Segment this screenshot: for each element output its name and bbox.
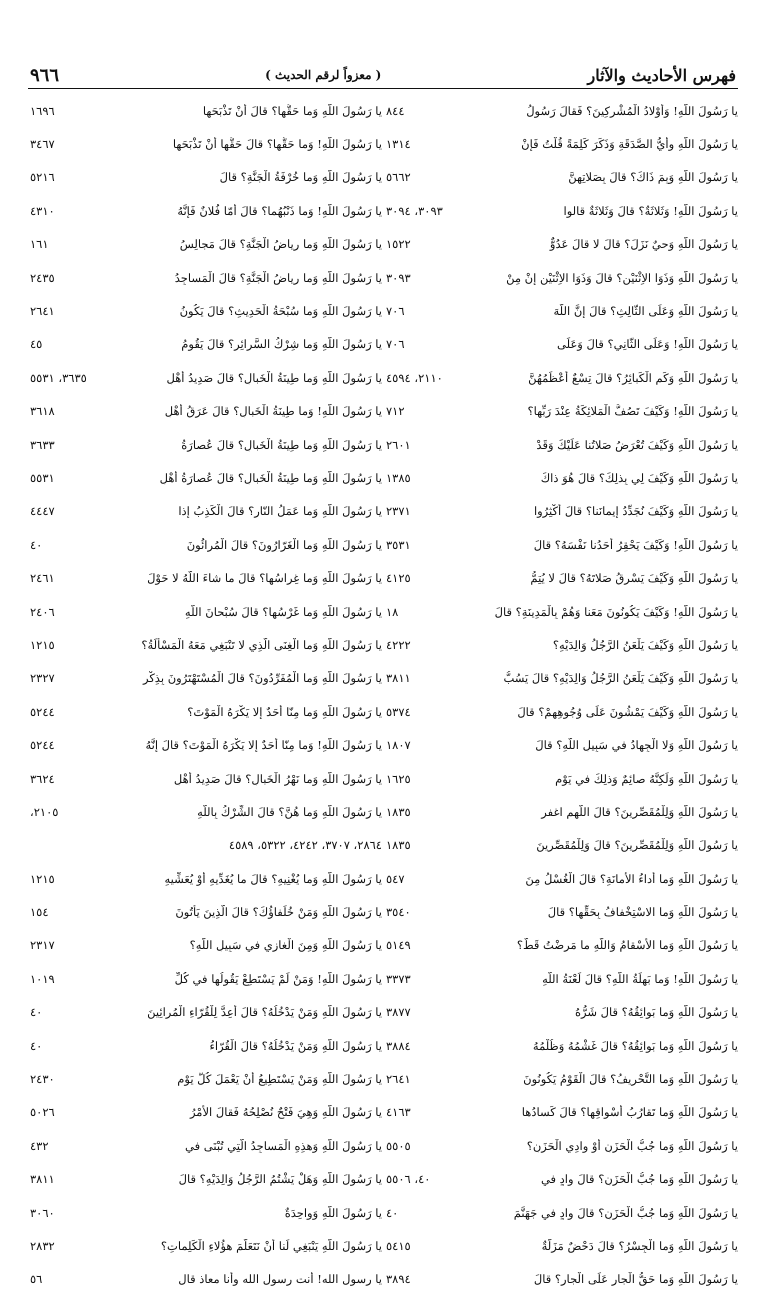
entry-text: يا رَسُولَ اللّهِ وَلِلْمُقَصِّرِينَ؟ قالَ اللّهم اغفر	[541, 804, 738, 819]
entry-text: يا رَسُولَ اللّهِ وَما جُبُّ الْحَزَنِ؟ قالَ وادٍ في	[540, 1172, 738, 1187]
index-entry	[30, 1163, 382, 1196]
entry-text: يا رَسُولَ اللّهِ وَذَوَا الاِثْنَيْنِ؟ قالَ وَذَوَا الاِثْنَيْنِ إِنْ مِنْ	[506, 270, 738, 285]
entry-number: ٤٣٢	[30, 1138, 49, 1153]
entry-number: ٨٤٤	[386, 103, 405, 118]
index-entry	[30, 795, 382, 828]
index-entry	[30, 728, 382, 761]
index-entry	[30, 561, 382, 594]
entry-number: ٥٠٢٦	[30, 1105, 55, 1120]
entry-text: يا رَسُولَ اللّهِ وَلا الْجِهادُ في سَبِيلِ اللّهِ؟ قالَ	[535, 738, 738, 753]
entry-number: ٢٦٠١	[386, 437, 411, 452]
entry-text: يا رَسُولَ اللّهِ وَما رِياضُ الْجَنَّةِ؟ قالَ الْمَساجِدُ	[174, 270, 382, 285]
index-entry	[386, 862, 738, 895]
index-entry	[30, 395, 382, 428]
entry-number: ١٨٣٥	[386, 838, 411, 853]
entry-number: ٤٠	[30, 1038, 43, 1053]
entry-text: يا رَسُولَ اللّهِ! وَما حَقُّها؟ قالَ حَقُّها أَنْ تَذْبَحَها	[172, 137, 382, 152]
entry-text: يا رَسُولَ اللّهِ وَكَمِ الْكَبائِرُ؟ قالَ تِسْعٌ أَعْظَمُهُنَّ	[528, 370, 738, 385]
entry-text: يا رَسُولَ اللّهِ وأَيُّ الصَّدَقَةِ وَذَكَرَ كَلِمَةً قُلْتُ فَإِنْ	[521, 137, 738, 152]
entry-text: يا رَسُولَ اللّهِ وَما نَهْرُ الْخَبالِ؟ قالَ صَدِيدُ أَهْلِ	[173, 771, 382, 786]
entry-number: ٤١٢٥	[386, 571, 411, 586]
entry-number: ٣٥٣١	[386, 537, 411, 552]
entry-number: ٤٥	[30, 337, 43, 352]
index-entry	[386, 461, 738, 494]
entry-number: ٣٨١١	[30, 1172, 55, 1187]
entry-number: ٢٨٣٢	[30, 1238, 55, 1253]
entry-text: يا رَسُولَ اللّهِ وَهَلْ يَشْتُمُ الرَّجُلُ وَالِدَيْهِ؟ قالَ	[178, 1172, 382, 1187]
entry-text: يا رَسُولَ اللّهِ! وَأَوْلادُ الْمُشْرِكِينَ؟ فَقالَ رَسُولُ	[526, 103, 738, 118]
entry-number: ٢٦٤١	[30, 304, 55, 319]
index-entry	[386, 561, 738, 594]
index-entry	[386, 1096, 738, 1129]
index-entry	[30, 1062, 382, 1095]
index-entry	[386, 829, 738, 862]
index-entry	[30, 495, 382, 528]
entry-number: ٥٦	[30, 1272, 43, 1287]
entry-text: يا رَسُولَ اللّهِ! وَمَنْ لَمْ يَسْتَطِعْ يَقُولُها في كُلِّ	[174, 971, 382, 986]
entry-number: ٧٠٦	[386, 337, 405, 352]
entry-number: ٣٦٢٤	[30, 771, 55, 786]
entry-text: يا رَسُولَ اللّهِ وَما طِينَةُ الْخَبالِ؟ قالَ عُصارَةُ	[181, 437, 382, 452]
index-entry	[386, 528, 738, 561]
index-entry	[30, 361, 382, 394]
entry-number: ٣٨٨٤	[386, 1038, 411, 1053]
index-entry	[386, 1129, 738, 1162]
entry-text: يا رَسُولَ اللّهِ وَمَنْ خُلَفاؤُكَ؟ قالَ الَّذِينَ يَأْتُونَ	[175, 905, 382, 920]
entry-text: يا رَسُولَ اللّهِ وَما هُنَّ؟ قالَ الشِّرْكُ بِاللّهِ	[197, 804, 382, 819]
entry-number: ٤٢٢٢	[386, 637, 411, 652]
entry-text: يا رَسُولَ اللّهِ وَما مِنّا أَحَدٌ إِلا يَكْرَهُ الْمَوْتَ؟	[187, 704, 382, 719]
entry-text: يا رَسُولَ اللّهِ وَكَيْفَ يَسْرِقُ صَلاتَهُ؟ قالَ لا يُتِمُّ	[530, 571, 738, 586]
entry-text: يا رَسُولَ اللّهِ وَما الْغَرّارُونَ؟ قالَ الْمُرائُونَ	[186, 537, 382, 552]
index-entry	[30, 127, 382, 160]
index-entry	[386, 962, 738, 995]
entry-number: ٢٣١٧	[30, 938, 55, 953]
index-entry	[386, 261, 738, 294]
index-entry	[386, 395, 738, 428]
index-entry	[30, 194, 382, 227]
entry-text: يا رَسُولَ اللّهِ وَما غِراسُها؟ قالَ ما شاءَ اللّهُ لا حَوْلَ	[147, 571, 382, 586]
index-entry	[30, 1229, 382, 1262]
index-entry	[30, 461, 382, 494]
entry-number: ١٥٢٢	[386, 237, 411, 252]
index-entry	[30, 895, 382, 928]
entry-number: ٤٠	[30, 537, 43, 552]
index-entry	[386, 194, 738, 227]
entry-number: ٥٦٦٢	[386, 170, 411, 185]
entry-number: ٢١٠٥،	[30, 804, 59, 819]
entry-number: ٢٨٦٤، ٣٧٠٧، ٤٢٤٢، ٥٣٢٢، ٤٥٨٩	[228, 838, 382, 853]
entry-number: ٥٤١٥	[386, 1238, 411, 1253]
entry-number: ٤٠	[386, 1205, 399, 1220]
index-entry	[386, 495, 738, 528]
index-entry	[386, 1163, 738, 1196]
entry-text: يا رَسُولَ اللّهِ وَما سُبْحَةُ الْحَدِيثِ؟ قالَ يَكُونُ	[179, 304, 382, 319]
entry-number: ٧٠٦	[386, 304, 405, 319]
entry-text: يا رَسُولَ اللّهِ وَبِمَ ذَاكَ؟ قالَ بِصَلاتِهِنَّ	[568, 170, 738, 185]
entry-number: ٤٤٤٧	[30, 504, 55, 519]
entry-text: يا رَسُولَ اللّهِ وَما أَداءُ الأَمانَةِ؟ قالَ الْغُسْلُ مِنَ	[525, 871, 738, 886]
index-entry	[386, 328, 738, 361]
right-column	[386, 94, 738, 1296]
entry-number: ٥٥٠٥	[386, 1138, 411, 1153]
index-entry	[30, 261, 382, 294]
entry-text: يا رَسُولَ اللّهِ! وَثَلاثَةٌ؟ قالَ وَثَلاثَةٌ قالوا	[563, 203, 738, 218]
entry-text: يا رَسُولَ اللّهِ وَمَنْ يَدْخُلُهُ؟ قالَ الْقُرّاءُ	[209, 1038, 382, 1053]
index-entry	[30, 829, 382, 862]
entry-text: يا رَسُولَ اللّهِ! وَكَيْفَ تَصُفُّ الْمَلائِكَةُ عِنْدَ رَبِّها؟	[527, 404, 738, 419]
entry-text: يا رَسُولَ اللّهِ وَما بَوائِقُهُ؟ قالَ غَشْمُهُ وَظُلْمُهُ	[532, 1038, 738, 1053]
entry-text: يا رَسُولَ اللّهِ وَما تَقارُبُ أَسْواقِها؟ قالَ كَسادُها	[521, 1105, 738, 1120]
index-entry	[386, 895, 738, 928]
entry-number: ٤٠، ٥٥٠٦	[386, 1172, 431, 1187]
index-entry	[386, 428, 738, 461]
entry-text: يا رَسُولَ اللّهِ وَما شِرْكُ السَّرائِرِ؟ قالَ يَقُومُ	[181, 337, 382, 352]
index-entry	[386, 695, 738, 728]
entry-number: ٣٠٦٠	[30, 1205, 55, 1220]
entry-number: ٥٢١٦	[30, 170, 55, 185]
entry-number: ٣٤٦٧	[30, 137, 55, 152]
index-entry	[386, 161, 738, 194]
entry-text: يا رَسُولَ اللّهِ وَما خُرْفَةُ الْجَنَّةِ؟ قالَ	[219, 170, 382, 185]
index-entry	[30, 962, 382, 995]
entry-text: يا رَسُولَ اللّهِ! وَما ذَنْبُهُما؟ قالَ أَمّا فُلانٌ فَإِنَّهُ	[177, 203, 382, 218]
entry-number: ٥٢٤٤	[30, 704, 55, 719]
entry-text: يا رَسُولَ اللّهِ وَكَيْفَ نُجَدِّدُ إِيمانَنا؟ قالَ أَكْثِرُوا	[533, 504, 738, 519]
entry-number: ٣٠٩٣، ٣٠٩٤	[386, 203, 443, 218]
index-entry	[386, 1196, 738, 1229]
index-entry	[30, 328, 382, 361]
entry-text: يا رَسُولَ اللّهِ وَمَنْ يَسْتَطِيعُ أَنْ يَعْمَلَ كُلَّ يَوْمٍ	[177, 1072, 382, 1087]
entry-text: يا رَسُولَ اللّهِ وَما الاسْتِخْفافُ بِحَقِّها؟ قالَ	[547, 905, 738, 920]
entry-number: ١٨٣٥	[386, 804, 411, 819]
entry-number: ١٣٨٥	[386, 470, 411, 485]
entry-number: ١٨	[386, 604, 399, 619]
entry-text: يا رَسُولَ اللّهِ وَما الْجِسْرُ؟ قالَ دَحْضٌ مَزَلَّةٌ	[541, 1238, 738, 1253]
entry-text: يا رَسُولَ اللّهِ وَما الأَسْقامُ وَاللّهِ ما مَرِضْتُ قَطُّ؟	[516, 938, 738, 953]
index-entry	[30, 929, 382, 962]
entry-number: ٢٤٦١	[30, 571, 55, 586]
entry-text: يا رَسُولَ اللّهِ وَحيٌ نَزَلَ؟ قالَ لا قالَ عَدُوٌّ	[549, 237, 738, 252]
entry-text: يا رَسُولَ اللّهِ! وَكَيْفَ يَحْقِرُ أَحَدُنا نَفْسَهُ؟ قالَ	[533, 537, 738, 552]
entry-text: يا رَسُولَ اللّهِ! وَما مِنّا أَحَدٌ إِلا يَكْرَهُ الْمَوْتَ؟ قالَ إِنَّهُ	[145, 738, 382, 753]
index-entry	[30, 428, 382, 461]
index-entry	[386, 996, 738, 1029]
index-entry	[30, 996, 382, 1029]
index-entry	[30, 628, 382, 661]
entry-text: يا رَسُولَ اللّهِ وَكَيْفَ لِي بِذلِكَ؟ قالَ هُوَ ذاكَ	[540, 470, 738, 485]
index-entry	[386, 728, 738, 761]
index-entry	[386, 1062, 738, 1095]
entry-text: يا رَسُولَ اللّهِ وَكَيْفَ يَمْشُونَ عَلَى وُجُوهِهِمْ؟ قالَ	[517, 704, 738, 719]
page-header	[30, 62, 736, 88]
entry-number: ٢١١٠، ٤٥٩٤	[386, 370, 443, 385]
index-entry	[30, 1029, 382, 1062]
index-entry	[386, 595, 738, 628]
entry-text: يا رَسُولَ اللّهِ يَنْبَغِي لَنا أَنْ نَتَعَلَّمَ هؤُلاءِ الْكَلِماتِ؟	[160, 1238, 382, 1253]
index-entry	[30, 695, 382, 728]
index-entry	[386, 1263, 738, 1296]
index-entry	[30, 161, 382, 194]
entry-number: ٣٣٧٣	[386, 971, 411, 986]
index-entry	[386, 127, 738, 160]
index-entry	[30, 294, 382, 327]
entry-number: ١٢١٥	[30, 871, 55, 886]
entry-text: يا رَسُولَ اللّهِ وَما الْمُفَرِّدُونَ؟ قالَ الْمُسْتَهْتَرُونَ بِذِكْرِ	[142, 671, 382, 686]
entry-number: ٥٣٧٤	[386, 704, 411, 719]
entry-number: ٢٤٣٥	[30, 270, 55, 285]
entry-text: يا رَسُولَ اللّهِ وَما عَمَلُ النّارِ؟ قالَ الْكَذِبُ إِذا	[178, 504, 382, 519]
entry-text: يا رَسُولَ اللّهِ! وَما طِينَةُ الْخَبالِ؟ قالَ عَرَقُ أَهْلِ	[164, 404, 382, 419]
index-entry	[386, 94, 738, 127]
entry-number: ٢٤٠٦	[30, 604, 55, 619]
entry-number: ١٠١٩	[30, 971, 55, 986]
index-entry	[30, 1129, 382, 1162]
entry-number: ٣٦٣٣	[30, 437, 55, 452]
entry-text: يا رَسُولَ اللّهِ وَما جُبُّ الْحَزَنِ أَوْ وادِي الْحَزَنِ؟	[526, 1138, 738, 1153]
index-entry	[386, 228, 738, 261]
index-entry	[30, 595, 382, 628]
page-subtitle: ( معزواً لرقم الحديث )	[265, 68, 382, 82]
entry-number: ٣٨١١	[386, 671, 411, 686]
entry-number: ٣٠٩٣	[386, 270, 411, 285]
index-entry	[386, 294, 738, 327]
entry-text: يا رَسُولَ اللّهِ وَمَنْ يَدْخُلُهُ؟ قالَ أُعِدَّ لِلْقُرّاءِ الْمُرائِينَ	[147, 1005, 382, 1020]
entry-text: يا رَسُولَ اللّهِ وَما بَوائِقُهُ؟ قالَ شَرُّهُ	[575, 1005, 738, 1020]
entry-number: ٣٦٣٥، ٥٥٣١	[30, 370, 87, 385]
entry-text: يا رَسُولَ اللّهِ وَعَلَى الثّالِثِ؟ قالَ إِنَّ اللّهَ	[553, 304, 738, 319]
entry-text: يا رَسُولَ اللّهِ وَمِنَ الْغازِي في سَبِيلِ اللّهِ؟	[189, 938, 382, 953]
entry-text: يا رَسُولَ اللّهِ وَكَيْفَ يَلْعَنُ الرَّجُلُ وَالِدَيْهِ؟ قالَ يَسُبُّ	[503, 671, 738, 686]
entry-number: ٣٦١٨	[30, 404, 55, 419]
index-entry	[30, 662, 382, 695]
index-entry	[386, 929, 738, 962]
entry-number: ٤٣١٠	[30, 203, 55, 218]
entry-text: يا رَسُولَ اللّهِ وَما رِياضُ الْجَنَّةِ؟ قالَ مَجالِسُ	[179, 237, 382, 252]
index-entry	[386, 628, 738, 661]
entry-text: يا رَسُولَ اللّهِ وَما غَرْسُها؟ قالَ سُبْحانَ اللّهِ	[184, 604, 382, 619]
entry-text: يا رَسُولَ اللّهِ وَكَيْفَ تُعْرَضُ صَلاتُنا عَلَيْكَ وَقَدْ	[536, 437, 738, 452]
index-entry	[386, 1029, 738, 1062]
left-column	[30, 94, 382, 1296]
entry-number: ٥٢٤٤	[30, 738, 55, 753]
entry-number: ٤١٦٣	[386, 1105, 411, 1120]
entry-text: يا رَسُولَ اللّهِ وَما الْغِنَى الَّذِي لا تَنْبَغِي مَعَهُ الْمَسْأَلَةُ؟	[141, 637, 382, 652]
entry-number: ١٨٠٧	[386, 738, 411, 753]
entry-number: ١٦١	[30, 237, 49, 252]
index-entry	[30, 1096, 382, 1129]
index-entry	[386, 1229, 738, 1262]
index-entry	[30, 1196, 382, 1229]
entry-text: يا رَسُولَ اللّهِ وَما جُبُّ الْحَزَنِ؟ قالَ وادٍ في جَهَنَّمَ	[513, 1205, 738, 1220]
index-entry	[30, 1263, 382, 1296]
entry-text: يا رَسُولَ اللّهِ وَما طِينَةُ الْخَبالِ؟ قالَ صَدِيدُ أَهْلِ	[166, 370, 382, 385]
entry-number: ٢٤٣٠	[30, 1072, 55, 1087]
index-entry	[30, 228, 382, 261]
entry-text: يا رسول الله! أنت رسول الله وأنا معاذ قال	[178, 1272, 382, 1287]
entry-text: يا رَسُولَ اللّهِ وَلَكِنَّهُ صائِمٌ وَذلِكَ في يَوْمٍ	[555, 771, 738, 786]
entry-number: ١٢١٥	[30, 637, 55, 652]
entry-text: يا رَسُولَ اللّهِ وَما التَّحْرِيفُ؟ قالَ الْقَوْمُ يَكُونُونَ	[523, 1072, 738, 1087]
entry-text: يا رَسُولَ اللّهِ! وَعَلَى الثّانِي؟ قالَ وَعَلَى	[557, 337, 738, 352]
index-entry	[386, 361, 738, 394]
page-number: ٩٦٦	[30, 64, 60, 86]
entry-text: يا رَسُولَ اللّهِ وَما يُغْنِيهِ؟ قالَ ما يُغَدِّيهِ أَوْ يُعَشِّيهِ	[164, 871, 382, 886]
entry-number: ٣٥٤٠	[386, 905, 411, 920]
entry-number: ٢٣٢٧	[30, 671, 55, 686]
page-title: فهرس الأحاديث والآثار	[587, 65, 736, 85]
header-rule	[28, 88, 738, 89]
entry-text: يا رَسُولَ اللّهِ وَهِيَ فَتْحٌ نُصْلِحُهُ فَقالَ الأَمْرُ	[189, 1105, 382, 1120]
index-entry	[386, 762, 738, 795]
entry-number: ٥٥٣١	[30, 470, 55, 485]
index-entry	[386, 795, 738, 828]
index-entry	[30, 762, 382, 795]
entry-number: ٣٨٩٤	[386, 1272, 411, 1287]
entry-text: يا رَسُولَ اللّهِ وَكَيْفَ يَلْعَنُ الرَّجُلُ وَالِدَيْهِ؟	[552, 637, 738, 652]
entry-text: يا رَسُولَ اللّهِ! وَكَيْفَ يَكُونُونَ مَعَنا وَهُمْ بِالْمَدِينَةِ؟ قالَ	[494, 604, 738, 619]
entry-number: ١٣١٤	[386, 137, 411, 152]
index-entry	[30, 94, 382, 127]
entry-text: يا رَسُولَ اللّهِ وَما طِينَةُ الْخَبالِ؟ قالَ عُصارَةُ أَهْلِ	[159, 470, 382, 485]
entry-text: يا رَسُولَ اللّهِ وَما حَقُّ الْجارِ عَلَى الْجارِ؟ قالَ	[533, 1272, 738, 1287]
entry-number: ١٥٤	[30, 905, 49, 920]
entry-number: ٥٤٧	[386, 871, 405, 886]
entry-number: ٤٠	[30, 1005, 43, 1020]
index-entry	[30, 528, 382, 561]
entry-number: ١٦٢٥	[386, 771, 411, 786]
index-entry	[386, 662, 738, 695]
entry-number: ٥١٤٩	[386, 938, 411, 953]
index-entry	[30, 862, 382, 895]
entry-number: ٢٣٧١	[386, 504, 411, 519]
entry-text: يا رَسُولَ اللّهِ وَواحِدَةٌ	[284, 1205, 382, 1220]
entry-text: يا رَسُولَ اللّهِ! وَما بَهِلَةُ اللّهِ؟ قالَ لَعْنَةُ اللّهِ	[542, 971, 738, 986]
entry-text: يا رَسُولَ اللّهِ وَما حَقُّها؟ قالَ أَنْ تَذْبَحَها	[202, 103, 382, 118]
entry-text: يا رَسُولَ اللّهِ وَهذِهِ الْمَساجِدُ الَّتِي تُبْنَى في	[185, 1138, 382, 1153]
entry-number: ٢٦٤١	[386, 1072, 411, 1087]
entry-number: ٧١٢	[386, 404, 405, 419]
entry-number: ٣٨٧٧	[386, 1005, 411, 1020]
entry-text: يا رَسُولَ اللّهِ وَلِلْمُقَصِّرِينَ؟ قالَ وَلِلْمُقَصِّرِينَ	[536, 838, 738, 853]
entry-number: ١٦٩٦	[30, 103, 55, 118]
